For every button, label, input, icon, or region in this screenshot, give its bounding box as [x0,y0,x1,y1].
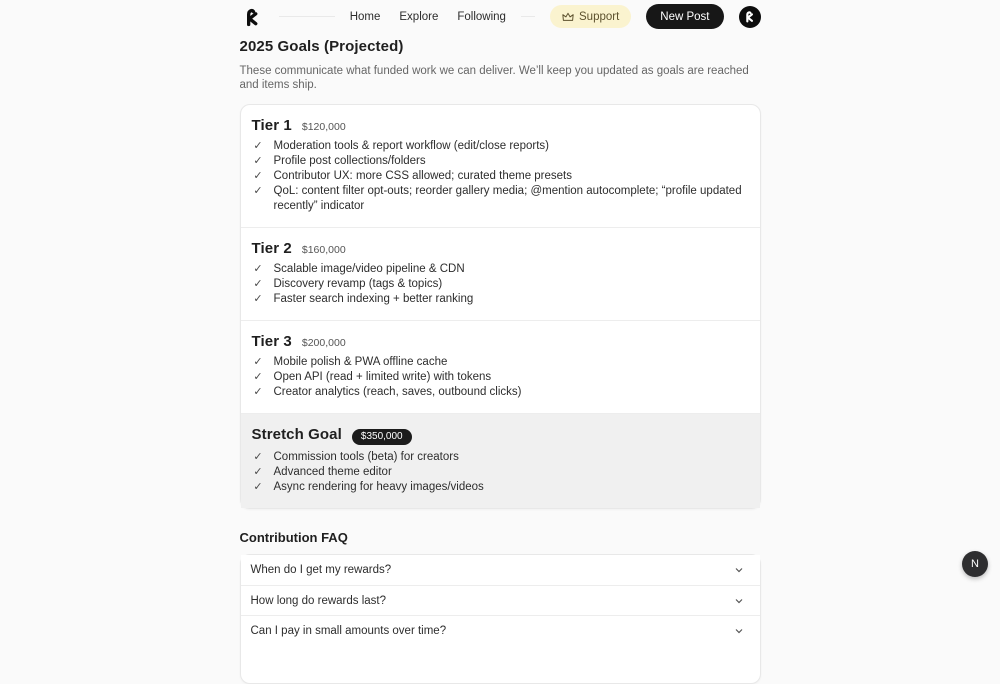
faq-item-rewards-when[interactable] [241,555,760,585]
list-item [252,292,744,307]
tier-item-label: Moderation tools & report workflow (edit/close reports) [273,140,549,152]
list-item [252,450,744,465]
site-logo[interactable] [240,5,264,29]
list-item [252,385,744,400]
list-item [252,169,744,184]
user-avatar[interactable] [739,6,761,28]
check-icon: ✓ [253,451,263,463]
floating-action-button[interactable]: N [962,551,988,577]
chevron-down-icon [734,626,744,636]
nav-link-home[interactable]: Home [349,10,381,23]
faq-question-label: When do I get my rewards? [250,564,392,576]
tier-item-label: QoL: content filter opt-outs; reorder gallery media; @mention autocomplete; “profile updated recently” indicator [273,185,742,212]
avatar-bunny-k-icon [743,10,756,23]
tier-1-section [241,105,760,227]
tier-1-amount: $120,000 [301,121,346,133]
check-icon: ✓ [253,371,263,383]
faq-item-rewards-duration[interactable] [241,585,760,615]
list-item [252,184,744,214]
bunny-k-logo-icon [242,7,262,27]
tier-item-label: Creator analytics (reach, saves, outbound clicks) [273,386,522,398]
list-item [252,465,744,480]
tier-item-label: Advanced theme editor [273,466,392,478]
check-icon: ✓ [253,140,263,152]
list-item [252,355,744,370]
tier-2-amount: $160,000 [301,244,346,256]
new-post-button[interactable]: New Post [646,4,723,29]
nav-divider-left [279,16,335,17]
tier-item-label: Discovery revamp (tags & topics) [273,278,443,290]
tier-item-label: Faster search indexing + better ranking [273,293,474,305]
tier-item-label: Async rendering for heavy images/videos [273,481,484,493]
list-item [252,139,744,154]
tier-item-label: Mobile polish & PWA offline cache [273,356,448,368]
check-icon: ✓ [253,185,263,197]
list-item [252,480,744,495]
tier-item-label: Commission tools (beta) for creators [273,451,459,463]
tier-3-amount: $200,000 [301,337,346,349]
tier-item-label: Scalable image/video pipeline & CDN [273,263,465,275]
stretch-goal-amount-badge: $350,000 [352,429,412,445]
faq-accordion [240,554,761,684]
faq-question-label: How long do rewards last? [250,594,387,607]
top-navbar [240,0,761,684]
tier-item-label: Open API (read + limited write) with tokens [273,371,492,383]
page-title: 2025 Goals (Projected) [239,38,404,55]
check-icon: ✓ [253,386,263,398]
check-icon: ✓ [253,293,263,305]
check-icon: ✓ [253,481,263,493]
stretch-goal-name: Stretch Goal [251,426,342,443]
support-button[interactable] [550,5,631,28]
faq-title: Contribution FAQ [239,530,348,545]
chevron-down-icon [734,596,744,606]
check-icon: ✓ [253,278,263,290]
list-item [252,370,744,385]
check-icon: ✓ [253,170,263,182]
nav-link-following[interactable]: Following [457,10,506,23]
chevron-down-icon [734,565,744,575]
faq-item-pay-installments[interactable] [241,615,760,645]
tier-2-name: Tier 2 [251,240,292,257]
check-icon: ✓ [253,466,263,478]
faq-question-label: Can I pay in small amounts over time? [250,624,447,637]
list-item [252,262,744,277]
tier-1-name: Tier 1 [251,117,292,134]
stretch-goal-section [241,413,760,508]
tier-3-name: Tier 3 [251,333,292,350]
page-subtitle: These communicate what funded work we can deliver. We’ll keep you updated as goals are reached and items ship. [239,65,749,91]
nav-divider-right [521,16,535,17]
check-icon: ✓ [253,263,263,275]
tier-item-label: Profile post collections/folders [273,155,426,167]
goals-card [240,104,761,509]
list-item [252,154,744,169]
list-item [252,277,744,292]
nav-link-explore[interactable]: Explore [399,10,439,23]
tier-2-section [241,227,760,320]
tier-3-section [241,320,760,413]
support-button-label: Support [579,10,620,23]
tier-item-label: Contributor UX: more CSS allowed; curated theme presets [273,170,572,182]
check-icon: ✓ [253,155,263,167]
check-icon: ✓ [253,356,263,368]
crown-icon [562,12,574,22]
